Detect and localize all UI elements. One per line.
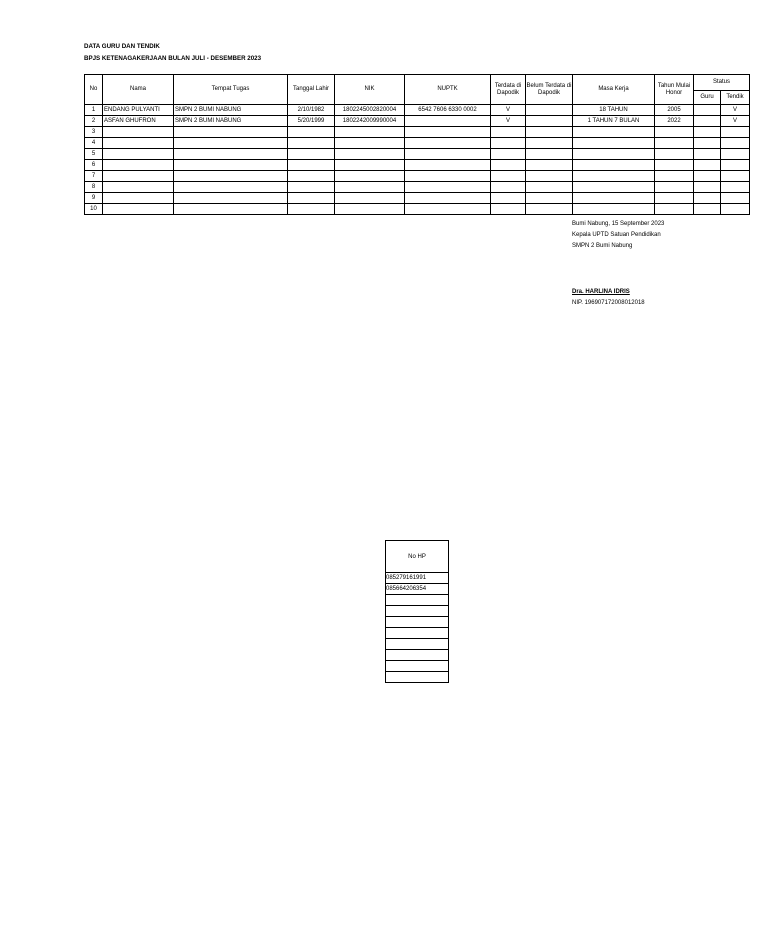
- cell-nama: [103, 171, 174, 182]
- cell-masa: [573, 171, 655, 182]
- cell-nuptk: [405, 138, 491, 149]
- table-row: [85, 105, 750, 116]
- header-tendik: Tendik: [721, 91, 750, 105]
- cell-terdata: [491, 182, 526, 193]
- cell-masa: [573, 193, 655, 204]
- cell-nik: [335, 171, 405, 182]
- cell-masa: [573, 204, 655, 215]
- cell-nik: 1802242009990004: [335, 116, 405, 127]
- cell-guru: [694, 116, 721, 127]
- cell-nuptk: [405, 204, 491, 215]
- table-row: [85, 182, 750, 193]
- cell-belum: [526, 171, 573, 182]
- cell-terdata: [491, 193, 526, 204]
- cell-tendik: [721, 204, 750, 215]
- cell-guru: [694, 149, 721, 160]
- table-row: [85, 204, 750, 215]
- cell-belum: [526, 160, 573, 171]
- cell-tgl: [288, 182, 335, 193]
- cell-nuptk: [405, 149, 491, 160]
- cell-guru: [694, 127, 721, 138]
- cell-terdata: V: [491, 105, 526, 116]
- cell-no-hp: [386, 595, 449, 606]
- cell-no: 10: [85, 204, 103, 215]
- cell-tgl: [288, 171, 335, 182]
- cell-tgl: [288, 127, 335, 138]
- table-row: [85, 193, 750, 204]
- cell-nik: [335, 193, 405, 204]
- cell-tendik: [721, 193, 750, 204]
- cell-tgl: [288, 193, 335, 204]
- cell-nuptk: [405, 171, 491, 182]
- cell-belum: [526, 127, 573, 138]
- cell-nama: [103, 149, 174, 160]
- cell-tendik: V: [721, 116, 750, 127]
- table-row: [386, 661, 449, 672]
- cell-belum: [526, 149, 573, 160]
- cell-belum: [526, 116, 573, 127]
- table-row: [386, 584, 449, 595]
- cell-tendik: [721, 160, 750, 171]
- cell-no: 6: [85, 160, 103, 171]
- table-row: [386, 606, 449, 617]
- signature-place-date: Bumi Nabung, 15 September 2023: [572, 221, 665, 227]
- cell-nama: ENDANG PULYANTI: [103, 105, 174, 116]
- cell-nama: ASFAN GHUFRON: [103, 116, 174, 127]
- cell-guru: [694, 105, 721, 116]
- cell-guru: [694, 193, 721, 204]
- cell-terdata: [491, 138, 526, 149]
- table-row: [85, 116, 750, 127]
- header-belum-terdata: Belum Terdata di Dapodik: [526, 75, 573, 105]
- table-row: [386, 628, 449, 639]
- document-title: DATA GURU DAN TENDIK: [84, 43, 160, 50]
- cell-nuptk: [405, 160, 491, 171]
- cell-tahun: [655, 138, 694, 149]
- cell-terdata: [491, 204, 526, 215]
- cell-masa: [573, 138, 655, 149]
- cell-masa: 1 TAHUN 7 BULAN: [573, 116, 655, 127]
- header-nuptk: NUPTK: [405, 75, 491, 105]
- table-row: [85, 171, 750, 182]
- cell-nuptk: [405, 182, 491, 193]
- cell-nama: [103, 160, 174, 171]
- cell-tendik: [721, 149, 750, 160]
- cell-tgl: [288, 138, 335, 149]
- cell-tgl: [288, 149, 335, 160]
- cell-tempat: SMPN 2 BUMI NABUNG: [174, 116, 288, 127]
- cell-nik: [335, 182, 405, 193]
- cell-tempat: [174, 204, 288, 215]
- cell-tahun: [655, 193, 694, 204]
- cell-guru: [694, 138, 721, 149]
- table-row: [85, 138, 750, 149]
- cell-nuptk: [405, 127, 491, 138]
- cell-tgl: 5/20/1999: [288, 116, 335, 127]
- table-row: [386, 639, 449, 650]
- table-row: [85, 160, 750, 171]
- table-row: [386, 650, 449, 661]
- cell-no: 7: [85, 171, 103, 182]
- cell-guru: [694, 182, 721, 193]
- cell-tempat: [174, 193, 288, 204]
- cell-no: 8: [85, 182, 103, 193]
- cell-tahun: [655, 149, 694, 160]
- cell-tgl: 2/10/1982: [288, 105, 335, 116]
- cell-tahun: 2022: [655, 116, 694, 127]
- cell-belum: [526, 204, 573, 215]
- cell-no-hp: [386, 639, 449, 650]
- teacher-staff-table: [84, 74, 750, 215]
- cell-tahun: [655, 127, 694, 138]
- header-nama: Nama: [103, 75, 174, 105]
- cell-tendik: [721, 127, 750, 138]
- signature-school: SMPN 2 Bumi Nabung: [572, 243, 633, 249]
- cell-tgl: [288, 160, 335, 171]
- cell-tendik: [721, 182, 750, 193]
- cell-nik: [335, 127, 405, 138]
- cell-masa: [573, 182, 655, 193]
- cell-nama: [103, 138, 174, 149]
- signature-position: Kepala UPTD Satuan Pendidikan: [572, 232, 661, 238]
- cell-no-hp: [386, 628, 449, 639]
- table-row: [386, 595, 449, 606]
- table-row: [85, 127, 750, 138]
- cell-nik: [335, 138, 405, 149]
- cell-guru: [694, 171, 721, 182]
- cell-nuptk: [405, 116, 491, 127]
- cell-tahun: [655, 160, 694, 171]
- cell-no-hp: 085279161991: [386, 573, 449, 584]
- table-row: [386, 617, 449, 628]
- cell-tahun: [655, 182, 694, 193]
- cell-tahun: 2005: [655, 105, 694, 116]
- cell-terdata: V: [491, 116, 526, 127]
- header-tahun-mulai: Tahun Mulai Honor: [655, 75, 694, 105]
- table-row: [85, 149, 750, 160]
- cell-tempat: [174, 149, 288, 160]
- cell-no: 2: [85, 116, 103, 127]
- cell-nama: [103, 193, 174, 204]
- cell-belum: [526, 182, 573, 193]
- header-nik: NIK: [335, 75, 405, 105]
- signature-nip: NIP. 196907172008012018: [572, 300, 645, 306]
- cell-terdata: [491, 171, 526, 182]
- cell-terdata: [491, 127, 526, 138]
- cell-tendik: V: [721, 105, 750, 116]
- cell-guru: [694, 204, 721, 215]
- header-tempat-tugas: Tempat Tugas: [174, 75, 288, 105]
- cell-tempat: [174, 138, 288, 149]
- cell-nik: [335, 204, 405, 215]
- cell-no: 3: [85, 127, 103, 138]
- cell-nik: 1802245002820004: [335, 105, 405, 116]
- cell-nama: [103, 127, 174, 138]
- cell-tendik: [721, 171, 750, 182]
- header-guru: Guru: [694, 91, 721, 105]
- cell-nuptk: 6542 7606 6330 0002: [405, 105, 491, 116]
- cell-no-hp: [386, 606, 449, 617]
- signature-name: Dra. HARLINA IDRIS: [572, 289, 630, 295]
- cell-no-hp: [386, 661, 449, 672]
- header-masa-kerja: Masa Kerja: [573, 75, 655, 105]
- cell-no: 4: [85, 138, 103, 149]
- cell-no-hp: 085664206354: [386, 584, 449, 595]
- cell-nik: [335, 149, 405, 160]
- cell-masa: [573, 127, 655, 138]
- cell-tgl: [288, 204, 335, 215]
- cell-masa: 18 TAHUN: [573, 105, 655, 116]
- cell-masa: [573, 160, 655, 171]
- cell-tempat: [174, 182, 288, 193]
- cell-no: 5: [85, 149, 103, 160]
- cell-tahun: [655, 204, 694, 215]
- cell-no: 1: [85, 105, 103, 116]
- cell-no: 9: [85, 193, 103, 204]
- cell-terdata: [491, 160, 526, 171]
- table-row: [386, 573, 449, 584]
- cell-tempat: [174, 127, 288, 138]
- cell-belum: [526, 193, 573, 204]
- header-no: No: [85, 75, 103, 105]
- cell-no-hp: [386, 617, 449, 628]
- cell-nama: [103, 182, 174, 193]
- cell-belum: [526, 138, 573, 149]
- header-no-hp: No HP: [386, 541, 449, 573]
- cell-tempat: [174, 160, 288, 171]
- document-subtitle: BPJS KETENAGAKERJAAN BULAN JULI - DESEMBER 2023: [84, 55, 262, 62]
- table-row: [386, 672, 449, 683]
- header-status: Status: [694, 75, 750, 91]
- phone-table: [385, 540, 449, 683]
- cell-nama: [103, 204, 174, 215]
- cell-tempat: [174, 171, 288, 182]
- cell-nuptk: [405, 193, 491, 204]
- cell-tempat: SMPN 2 BUMI NABUNG: [174, 105, 288, 116]
- cell-tendik: [721, 138, 750, 149]
- header-tanggal-lahir: Tanggal Lahir: [288, 75, 335, 105]
- header-terdata: Terdata di Dapodik: [491, 75, 526, 105]
- cell-tahun: [655, 171, 694, 182]
- cell-nik: [335, 160, 405, 171]
- cell-masa: [573, 149, 655, 160]
- cell-no-hp: [386, 672, 449, 683]
- cell-guru: [694, 160, 721, 171]
- cell-no-hp: [386, 650, 449, 661]
- cell-belum: [526, 105, 573, 116]
- cell-terdata: [491, 149, 526, 160]
